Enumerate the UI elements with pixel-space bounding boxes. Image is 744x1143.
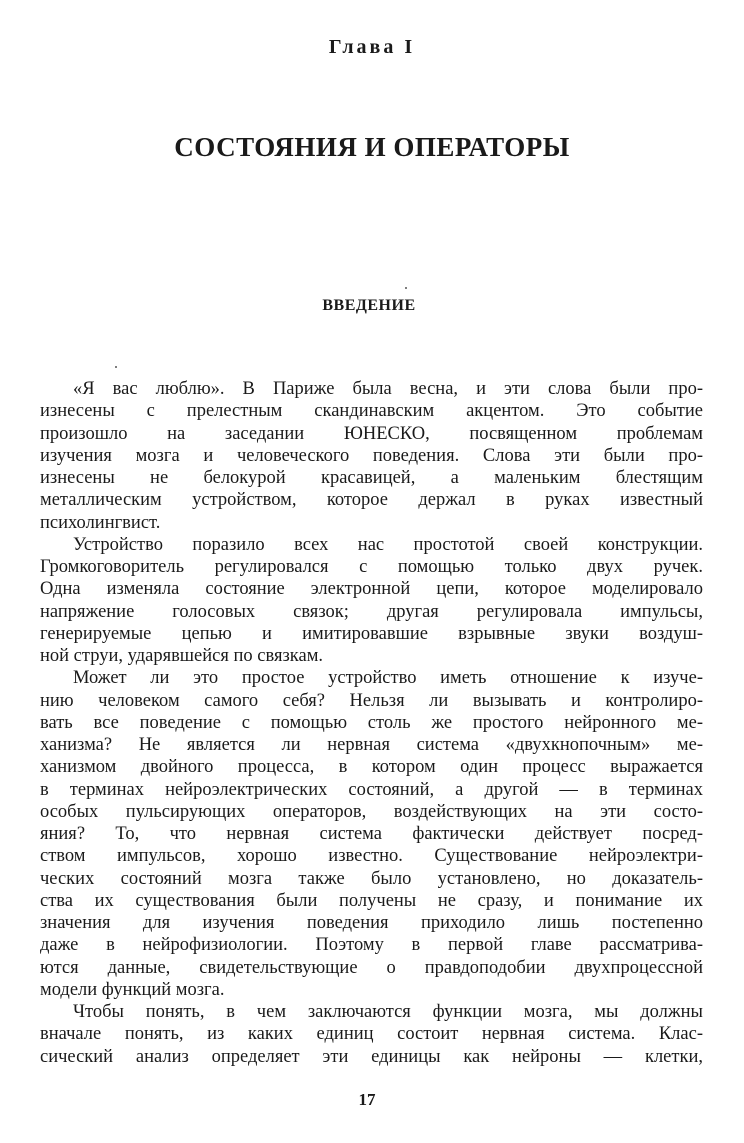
print-speck: [115, 366, 117, 368]
text-line: яния? То, что нервная система фактически действует посред-: [40, 824, 703, 844]
text-line: металлическим устройством, которое держал в руках известный: [40, 490, 703, 511]
section-title: ВВЕДЕНИЕ: [322, 297, 416, 314]
text-line: ства их существования были получены не сразу, и понимание их: [40, 890, 703, 911]
text-line: Чтобы понять, в чем заключаются функции мозга, мы должны: [73, 1002, 703, 1022]
text-line: Может ли это простое устройство иметь отношение к изуче-: [73, 668, 703, 689]
text-line: психолингвист.: [40, 512, 161, 533]
text-line: нию человеком самого себя? Нельзя ли вызывать и контролиро-: [40, 690, 703, 711]
text-line: изнесены не белокурой красавицей, а маленьким блестящим: [40, 468, 703, 488]
chapter-title: СОСТОЯНИЯ И ОПЕРАТОРЫ: [174, 132, 570, 162]
chapter-label: Глава I: [328, 36, 416, 58]
text-line: Устройство поразило всех нас простотой своей конструкции.: [73, 534, 703, 555]
paragraph: [40, 378, 703, 534]
text-line: изнесены с прелестным скандинавским акцентом. Это событие: [40, 401, 703, 422]
text-line: особых пульсирующих операторов, воздействующих на эти состо-: [40, 801, 703, 822]
text-line: ческих состояний мозга также было установлено, но доказатель-: [40, 868, 703, 889]
text-line: произошло на заседании ЮНЕСКО, посвященном проблемам: [40, 423, 703, 444]
paragraph: [40, 1001, 703, 1068]
text-line: модели функций мозга.: [40, 979, 225, 1000]
body-text: [40, 378, 703, 1068]
text-line: Одна изменяла состояние электронной цепи, которое моделировало: [40, 579, 703, 600]
text-line: значения для изучения поведения приходило лишь постепенно: [40, 913, 703, 933]
text-line: вать все поведение с помощью столь же простого нейронного ме-: [40, 712, 703, 733]
text-line: ханизма? Не является ли нервная система «двухкнопочным» ме-: [40, 735, 703, 755]
text-line: ством импульсов, хорошо известно. Существование нейроэлектри-: [40, 846, 703, 867]
text-line: напряжение голосовых связок; другая регулировала импульсы,: [40, 601, 703, 622]
text-line: ханизмом двойного процесса, в котором один процесс выражается: [40, 757, 703, 778]
text-line: даже в нейрофизиологии. Поэтому в первой главе рассматрива-: [40, 935, 703, 956]
text-line: вначале понять, из каких единиц состоит нервная система. Клас-: [40, 1024, 703, 1045]
text-line: изучения мозга и человеческого поведения. Слова эти были про-: [40, 445, 703, 466]
text-line: в терминах нейроэлектрических состояний, а другой — в терминах: [40, 779, 703, 800]
text-line: сический анализ определяет эти единицы как нейроны — клетки,: [40, 1046, 703, 1067]
paragraph: [40, 534, 703, 668]
text-line: генерируемые цепью и имитировавшие взрывные звуки воздуш-: [40, 623, 703, 644]
page-number: 17: [358, 1090, 376, 1109]
text-line: Громкоговоритель регулировался с помощью только двух ручек.: [40, 557, 703, 577]
paragraph: [40, 667, 703, 1001]
text-line: ются данные, свидетельствующие о правдоподобии двухпроцессной: [40, 957, 703, 978]
print-speck: [405, 287, 407, 289]
text-line: «Я вас люблю». В Париже была весна, и эти слова были про-: [73, 379, 703, 399]
text-line: ной струи, ударявшейся по связкам.: [40, 646, 324, 666]
